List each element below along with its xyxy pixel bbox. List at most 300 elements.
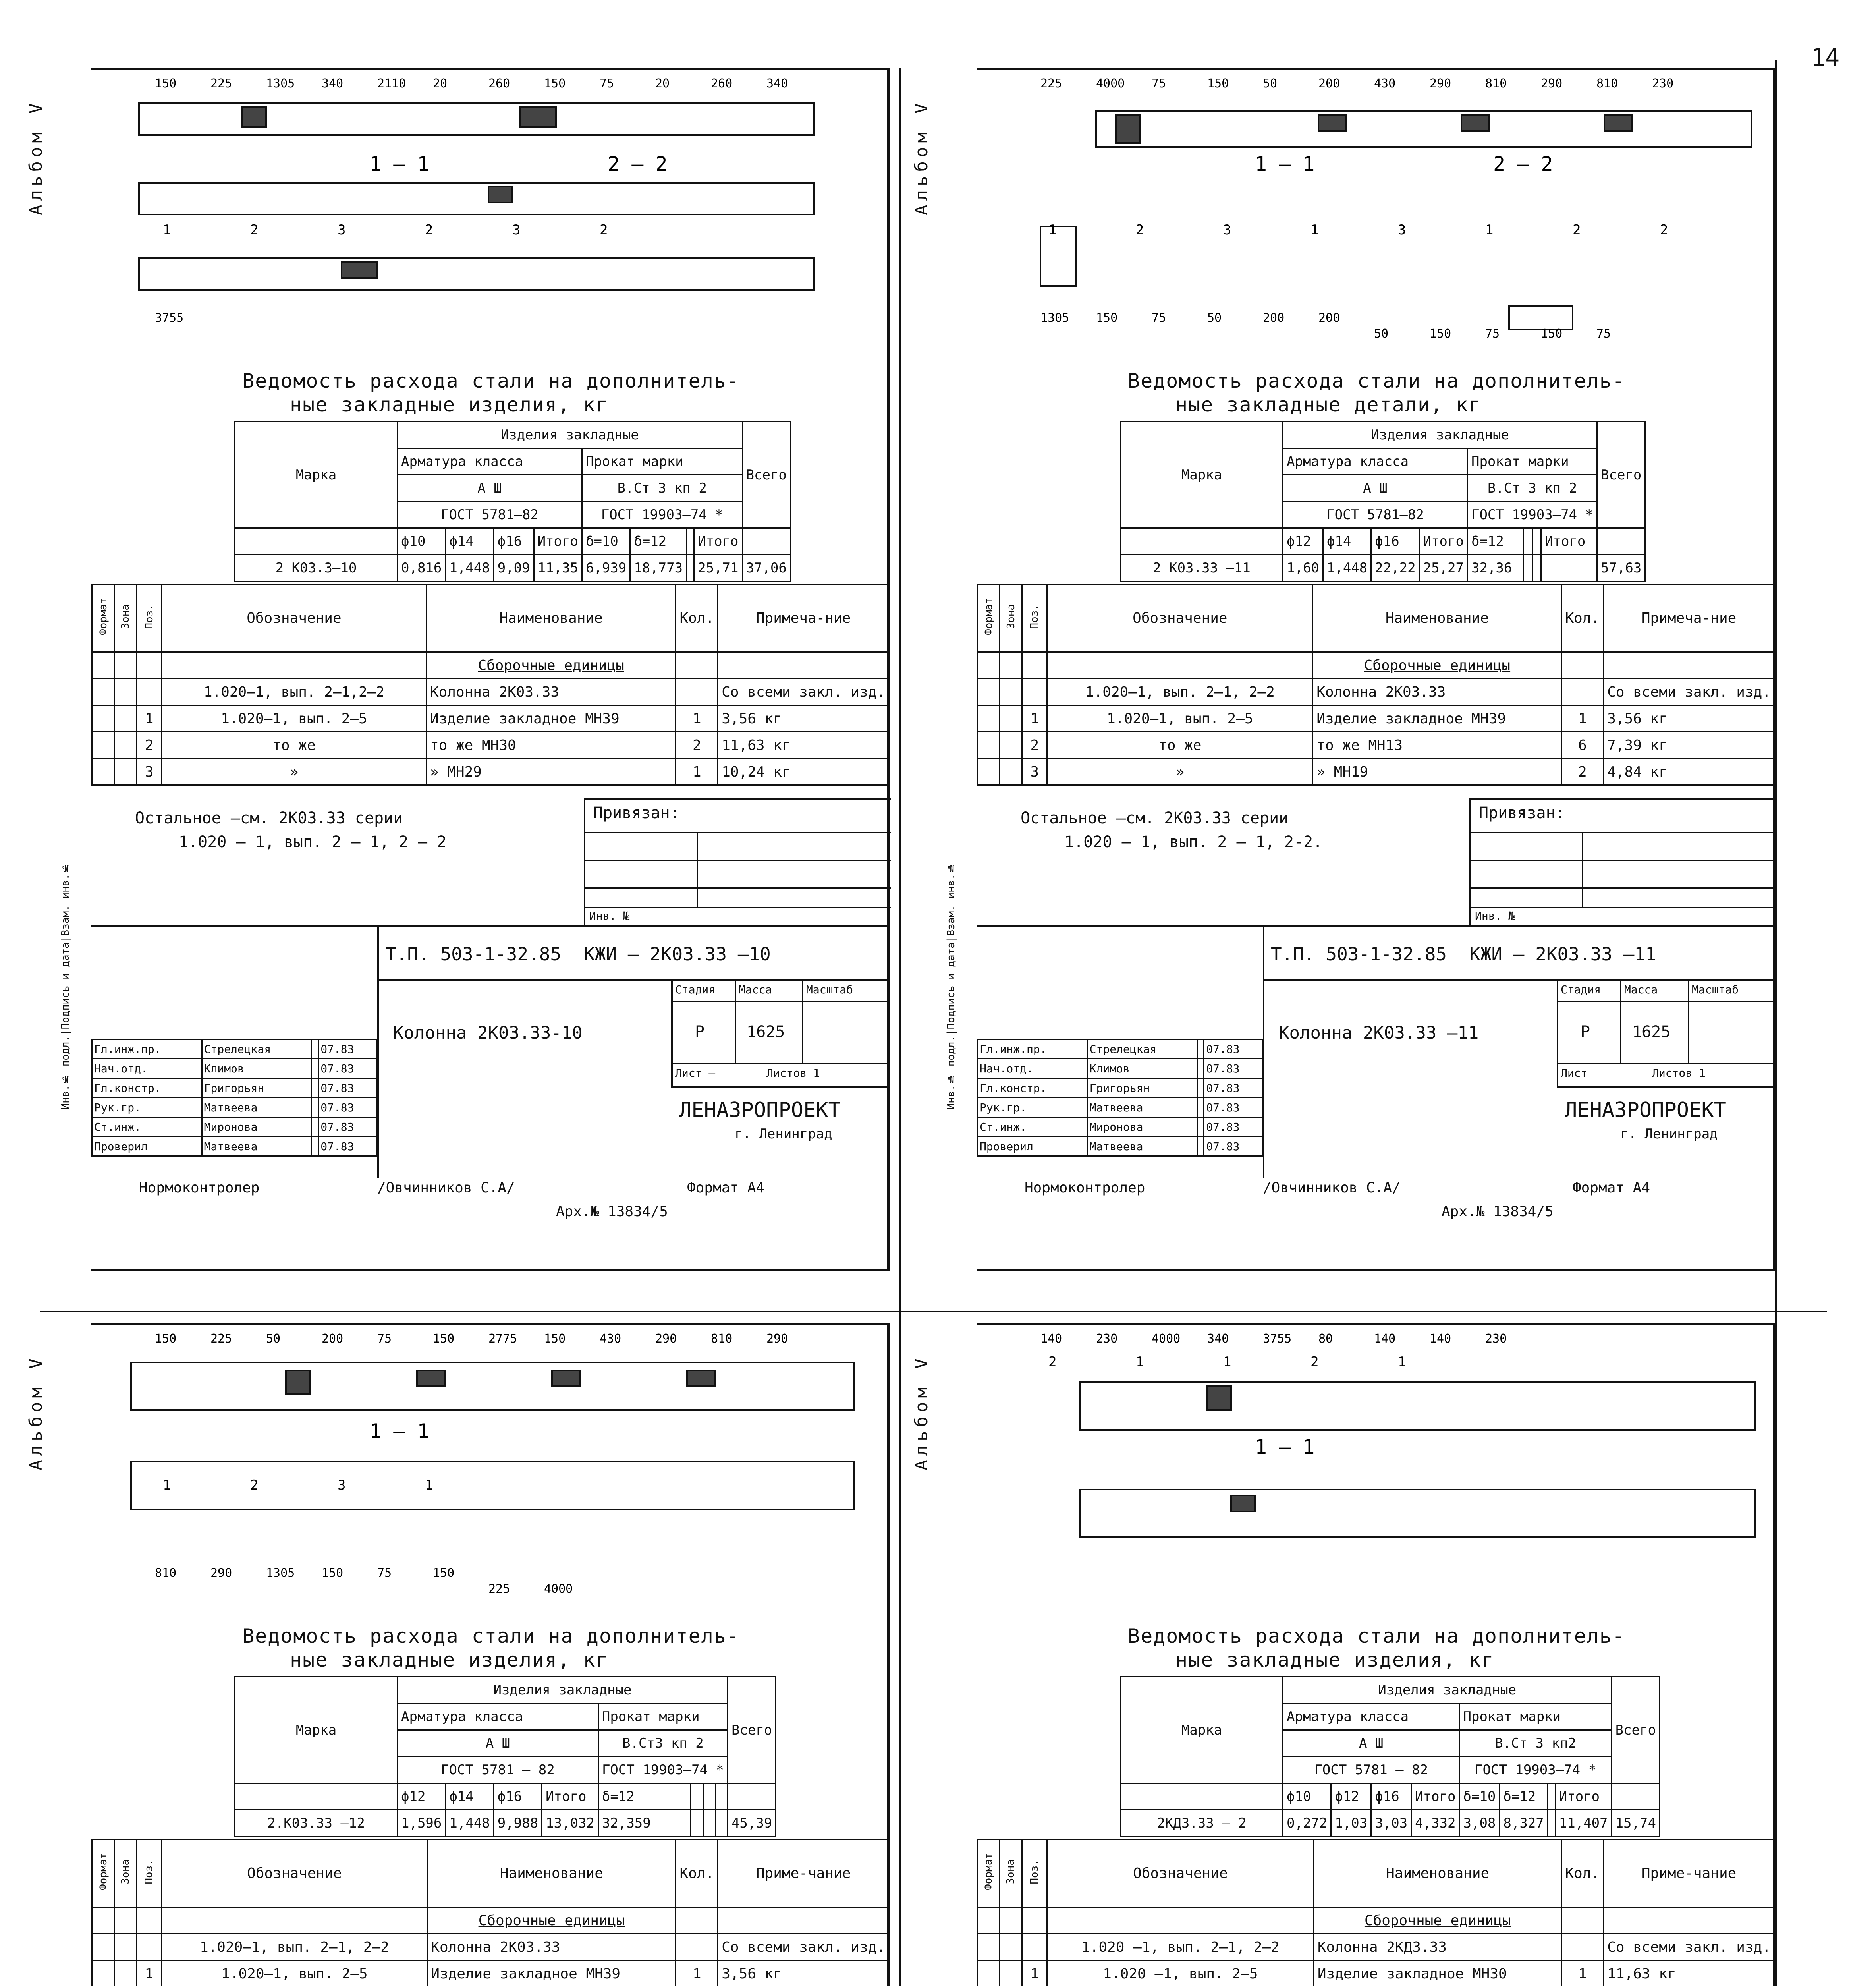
spec-head-format: Формат	[978, 1840, 1000, 1907]
spec-cell-note: Со всеми закл. изд.	[1604, 1934, 1775, 1961]
spec-cell-pos	[137, 679, 162, 705]
group-header: Изделия закладные	[398, 1677, 728, 1704]
signer-name: Григорьян	[1087, 1078, 1197, 1098]
col-head: Итого	[542, 1783, 598, 1810]
spec-cell-des: то же	[1047, 732, 1313, 759]
dimension-label: 150	[1430, 327, 1451, 341]
gost-armatura: ГОСТ 5781 – 82	[1283, 1757, 1460, 1783]
signer-name: Григорьян	[202, 1078, 312, 1098]
signer-date: 07.83	[1204, 1137, 1262, 1156]
col-head: δ=10	[1459, 1783, 1500, 1810]
spec-cell	[114, 759, 137, 785]
spec-cell-qty: 2	[676, 732, 718, 759]
spec-cell-note: Со всеми закл. изд.	[1604, 679, 1775, 705]
cell: 1,448	[446, 555, 494, 582]
steel-grade: В.Ст 3 кп 2	[582, 475, 742, 502]
spec-head-designation: Обозначение	[1047, 1840, 1314, 1907]
dimension-label: 150	[1541, 327, 1563, 341]
mass-value: 1625	[747, 1023, 785, 1041]
spec-row	[978, 759, 1775, 785]
col-head: ϕ10	[398, 528, 446, 555]
callout-number: 1	[425, 1477, 433, 1493]
inv-label: Инв. №	[589, 909, 630, 922]
embedded-plate	[687, 1370, 715, 1386]
steel-table-title-line1: Ведомость расхода стали на дополнитель-	[1128, 1625, 1625, 1648]
organization: ЛЕНАЗРОПРОЕКТ	[679, 1098, 841, 1122]
spec-cell-pos: 3	[1022, 759, 1047, 785]
rest-note-line1: Остальное –см. 2К03.33 серии	[1021, 809, 1289, 827]
spec-cell-name: то же МН13	[1313, 732, 1561, 759]
callout-number: 1	[1485, 222, 1494, 238]
col-head	[1532, 528, 1541, 555]
signature-row	[92, 1137, 377, 1156]
cell-total: 15,74	[1612, 1810, 1660, 1837]
prokat-header: Прокат марки	[582, 448, 742, 475]
signature-row	[92, 1117, 377, 1137]
spec-cell-name: » МН19	[1313, 759, 1561, 785]
spec-cell-des: 1.020–1, вып. 2–5	[1047, 705, 1313, 732]
dimension-label: 3755	[1263, 1332, 1292, 1346]
spec-cell-qty	[676, 1934, 718, 1961]
steel-data-row	[1121, 1810, 1660, 1837]
col-head	[715, 1783, 728, 1810]
signature-row	[978, 1137, 1262, 1156]
spec-cell	[92, 705, 114, 732]
spec-head-name: Наименование	[427, 1840, 676, 1907]
steel-grade: В.Ст 3 кп 2	[1467, 475, 1597, 502]
spec-cell-name: Колонна 2К03.33	[426, 679, 676, 705]
col-head: Итого	[534, 528, 582, 555]
signer-date: 07.83	[318, 1059, 377, 1078]
page-number: 14	[1811, 44, 1840, 71]
dimension-label: 50	[1207, 311, 1222, 325]
spec-cell	[978, 1961, 1000, 1986]
class-value: А Ш	[398, 475, 582, 502]
normocontrol-label: Нормоконтролер	[139, 1180, 260, 1196]
spec-cell-qty: 1	[676, 1961, 718, 1986]
signature	[312, 1098, 318, 1117]
section-label: 1 – 1	[369, 1420, 429, 1443]
dimension-label: 2775	[488, 1332, 517, 1346]
dimension-label: 150	[322, 1566, 344, 1580]
section-label: 1 – 1	[1255, 1435, 1315, 1459]
signature	[312, 1137, 318, 1156]
spec-cell-des: 1.020–1, вып. 2–1, 2–2	[1047, 679, 1313, 705]
signature-row	[978, 1059, 1262, 1078]
cell: 25,27	[1419, 555, 1467, 582]
format-label: Формат А4	[687, 1180, 765, 1196]
spec-cell-note: 10,24 кг	[718, 759, 889, 785]
spec-head-name: Наименование	[1314, 1840, 1561, 1907]
cell: 3,08	[1459, 1810, 1500, 1837]
cell	[715, 1810, 728, 1837]
privyazan-label: Привязан:	[1479, 804, 1565, 822]
spec-cell-note: 11,63 кг	[1604, 1961, 1775, 1986]
dimension-label: 140	[1430, 1332, 1451, 1346]
spec-cell-pos: 1	[1022, 1961, 1047, 1986]
dimension-label: 150	[433, 1332, 455, 1346]
frame-divider-vertical	[899, 68, 901, 1986]
element-name: Колонна 2К03.33-10	[393, 1023, 583, 1043]
massa-label: Масса	[739, 983, 772, 996]
spec-head-qty: Кол.	[676, 1840, 718, 1907]
callout-number: 2	[1660, 222, 1668, 238]
cell	[1548, 1810, 1555, 1837]
callout-number: 3	[1223, 222, 1231, 238]
archive-number: Арх.№ 13834/5	[1442, 1204, 1554, 1220]
armatura-header: Арматура класса	[1283, 448, 1468, 475]
spec-cell-des: 1.020–1, вып. 2–5	[162, 705, 426, 732]
spec-cell-name: Колонна 2КД3.33	[1314, 1934, 1561, 1961]
signer-date: 07.83	[1204, 1039, 1262, 1059]
marka-header: Марка	[235, 422, 398, 528]
col-head: Итого	[1555, 1783, 1612, 1810]
dimension-label: 50	[1263, 77, 1278, 91]
spec-cell-note: Со всеми закл. изд.	[718, 679, 889, 705]
spec-head-designation: Обозначение	[162, 1840, 427, 1907]
cell: 1,448	[446, 1810, 494, 1837]
signature-row	[92, 1098, 377, 1117]
frame-divider-horizontal	[40, 1311, 1827, 1312]
steel-table-title-line1: Ведомость расхода стали на дополнитель-	[1128, 369, 1625, 392]
project-code: Т.П. 503-1-32.85	[1271, 943, 1447, 965]
dimension-label: 4000	[1152, 1332, 1181, 1346]
spec-head-format: Формат	[978, 585, 1000, 652]
spec-row	[978, 1961, 1775, 1986]
steel-table-title-line2: ные закладные изделия, кг	[1175, 1648, 1494, 1671]
spec-cell-name: Изделие закладное МН39	[1313, 705, 1561, 732]
spec-cell	[1000, 759, 1022, 785]
stage-value: Р	[1581, 1023, 1590, 1041]
spec-head-note: Приме-чание	[718, 1840, 889, 1907]
dimension-label: 340	[766, 77, 788, 91]
col-head	[691, 1783, 703, 1810]
dimension-label: 20	[433, 77, 448, 91]
row-mark: 2 К03.33 –11	[1121, 555, 1283, 582]
signer-date: 07.83	[1204, 1078, 1262, 1098]
dimension-label: 260	[711, 77, 733, 91]
marka-header: Марка	[1121, 1677, 1283, 1783]
gost-armatura: ГОСТ 5781–82	[398, 502, 582, 528]
callout-number: 1	[1398, 1354, 1406, 1370]
spec-head-note: Примеча-ние	[718, 585, 889, 652]
callout-number: 2	[250, 222, 259, 238]
col-head: ϕ16	[494, 1783, 542, 1810]
dimension-label: 75	[1485, 327, 1500, 341]
dimension-label: 290	[1430, 77, 1451, 91]
col-head: ϕ14	[1323, 528, 1371, 555]
left-stamp-strip: Инв.№ подл.|Подпись и дата|Взам. инв.№	[945, 862, 957, 1110]
signer-role: Ст.инж.	[978, 1117, 1088, 1137]
stadia-label: Стадия	[675, 983, 716, 996]
section-1-1	[1040, 226, 1076, 286]
steel-data-row	[235, 555, 791, 582]
dimension-label: 3755	[155, 311, 184, 325]
vsego-header: Всего	[742, 422, 790, 528]
city: г. Ленинград	[1620, 1126, 1718, 1142]
spec-group-title: Сборочные единицы	[426, 652, 676, 679]
cell: 1,60	[1283, 555, 1323, 582]
signer-role: Гл.инж.пр.	[978, 1039, 1088, 1059]
left-stamp-strip: Инв.№ подл.|Подпись и дата|Взам. инв.№	[60, 862, 71, 1110]
dimension-label: 4000	[544, 1582, 573, 1596]
col-head: ϕ10	[1283, 1783, 1331, 1810]
steel-consumption-table	[234, 421, 791, 582]
vsego-header: Всего	[1612, 1677, 1660, 1783]
spec-cell	[1000, 1934, 1022, 1961]
group-header: Изделия закладные	[1283, 1677, 1612, 1704]
spec-row	[978, 679, 1775, 705]
organization: ЛЕНАЗРОПРОЕКТ	[1565, 1098, 1726, 1122]
spec-cell-pos: 1	[137, 1961, 162, 1986]
rest-note-line2: 1.020 – 1, вып. 2 – 1, 2 – 2	[179, 833, 447, 851]
dimension-label: 4000	[1096, 77, 1125, 91]
dimension-label: 430	[1374, 77, 1396, 91]
steel-table-title-line2: ные закладные изделия, кг	[290, 1648, 609, 1671]
spec-row	[92, 1961, 889, 1986]
callout-number: 1	[163, 222, 171, 238]
signer-role: Нач.отд.	[978, 1059, 1088, 1078]
signer-date: 07.83	[1204, 1059, 1262, 1078]
dimension-label: 340	[322, 77, 344, 91]
spec-row	[92, 705, 889, 732]
column-elevation	[131, 1362, 854, 1410]
spec-group-title: Сборочные единицы	[1313, 652, 1561, 679]
signer-date: 07.83	[1204, 1117, 1262, 1137]
spec-cell	[114, 705, 137, 732]
cell: 9,988	[494, 1810, 542, 1837]
column-elevation	[1080, 1382, 1755, 1430]
spec-group-title: Сборочные единицы	[427, 1907, 676, 1934]
diameter-heads-row	[1121, 528, 1645, 555]
spec-row	[978, 705, 1775, 732]
gost-prokat: ГОСТ 19903–74 *	[582, 502, 742, 528]
signature-row	[978, 1039, 1262, 1059]
spec-cell-qty: 1	[1561, 1961, 1604, 1986]
steel-grade: В.Ст3 кп 2	[598, 1730, 728, 1757]
col-head: δ=12	[1500, 1783, 1548, 1810]
spec-cell-pos	[1022, 1934, 1047, 1961]
dimension-label: 810	[711, 1332, 733, 1346]
signature	[1197, 1098, 1204, 1117]
cell: 8,327	[1500, 1810, 1548, 1837]
callout-number: 2	[1310, 1354, 1319, 1370]
signer-role: Гл.инж.пр.	[92, 1039, 202, 1059]
class-value: А Ш	[398, 1730, 598, 1757]
spec-cell-name: Колонна 2К03.33	[1313, 679, 1561, 705]
cell: 18,773	[630, 555, 687, 582]
callout-number: 2	[1136, 222, 1144, 238]
callout-number: 1	[1223, 1354, 1231, 1370]
dimension-label: 200	[1318, 77, 1340, 91]
diameter-heads-row	[235, 1783, 776, 1810]
spec-head-qty: Кол.	[1561, 1840, 1604, 1907]
vsego-header: Всего	[728, 1677, 776, 1783]
stage-value: Р	[695, 1023, 705, 1041]
dimension-label: 1305	[266, 1566, 295, 1580]
gost-prokat: ГОСТ 19903–74 *	[1467, 502, 1597, 528]
masshtab-label: Масштаб	[806, 983, 853, 996]
specification-table	[977, 1839, 1775, 1986]
dimension-label: 140	[1374, 1332, 1396, 1346]
column-section	[139, 183, 814, 214]
callout-number: 2	[250, 1477, 259, 1493]
steel-table-title-line2: ные закладные изделия, кг	[290, 393, 609, 416]
dimension-label: 140	[1040, 1332, 1062, 1346]
spec-cell-des: 1.020 –1, вып. 2–5	[1047, 1961, 1314, 1986]
steel-data-row	[1121, 555, 1645, 582]
callout-number: 3	[338, 222, 346, 238]
prokat-header: Прокат марки	[1467, 448, 1597, 475]
spec-head-qty: Кол.	[1561, 585, 1604, 652]
privyazan-block	[584, 798, 891, 927]
dimension-label: 50	[1374, 327, 1389, 341]
callout-number: 3	[338, 1477, 346, 1493]
spec-head-name: Наименование	[426, 585, 676, 652]
city: г. Ленинград	[735, 1126, 832, 1142]
cell	[1532, 555, 1541, 582]
dimension-label: 150	[544, 1332, 566, 1346]
privyazan-block	[1469, 798, 1777, 927]
col-head: ϕ16	[1371, 528, 1419, 555]
specification-table	[977, 584, 1775, 786]
element-name: Колонна 2К03.33 –11	[1279, 1023, 1479, 1043]
spec-cell-des: »	[162, 759, 426, 785]
spec-cell-des: 1.020–1, вып. 2–1,2–2	[162, 679, 426, 705]
spec-cell	[114, 1934, 137, 1961]
cell	[687, 555, 694, 582]
spec-cell-qty	[676, 679, 718, 705]
spec-head-pos: Поз.	[137, 585, 162, 652]
drawing-sheet	[26, 68, 890, 1271]
armatura-header: Арматура класса	[398, 448, 582, 475]
steel-data-row	[235, 1810, 776, 1837]
cell: 1,448	[1323, 555, 1371, 582]
listov-label: Листов 1	[1652, 1066, 1706, 1080]
spec-cell-des: »	[1047, 759, 1313, 785]
signer-role: Проверил	[978, 1137, 1088, 1156]
dimension-label: 200	[1263, 311, 1285, 325]
column-plan	[139, 258, 814, 290]
dimension-label: 200	[322, 1332, 344, 1346]
title-block	[91, 925, 890, 1178]
col-head	[1523, 528, 1532, 555]
spec-head-format: Формат	[92, 585, 114, 652]
rest-note-line1: Остальное –см. 2К03.33 серии	[135, 809, 403, 827]
embedded-plate	[286, 1370, 310, 1394]
drawing-mark: КЖИ – 2К03.33 –11	[1469, 943, 1656, 965]
dimension-label: 75	[600, 77, 614, 91]
cell: 0,816	[398, 555, 446, 582]
spec-row	[978, 1934, 1775, 1961]
dimension-label: 810	[1596, 77, 1618, 91]
archive-number: Арх.№ 13834/5	[556, 1204, 668, 1220]
signature	[1197, 1039, 1204, 1059]
spec-row	[92, 679, 889, 705]
diameter-heads-row	[1121, 1783, 1660, 1810]
signer-name: Климов	[1087, 1059, 1197, 1078]
steel-consumption-table	[1120, 421, 1646, 582]
signature-row	[92, 1059, 377, 1078]
spec-cell	[92, 679, 114, 705]
spec-cell-des: 1.020 –1, вып. 2–1, 2–2	[1047, 1934, 1314, 1961]
callout-number: 3	[1398, 222, 1406, 238]
spec-row	[92, 1934, 889, 1961]
spec-cell-name: то же МН30	[426, 732, 676, 759]
embedded-plate	[1604, 115, 1632, 131]
dimension-label: 290	[1541, 77, 1563, 91]
callout-number: 1	[1136, 1354, 1144, 1370]
normocontrol-name: /Овчинников С.А/	[377, 1180, 515, 1196]
spec-cell-pos: 1	[1022, 705, 1047, 732]
signature	[312, 1117, 318, 1137]
cell-total: 37,06	[742, 555, 790, 582]
cell	[691, 1810, 703, 1837]
spec-row	[92, 759, 889, 785]
spec-cell-qty	[1561, 679, 1604, 705]
col-head: ϕ14	[446, 528, 494, 555]
dimension-label: 260	[488, 77, 510, 91]
spec-cell	[978, 759, 1000, 785]
masshtab-label: Масштаб	[1692, 983, 1739, 996]
signer-role: Проверил	[92, 1137, 202, 1156]
embedded-plate	[342, 262, 377, 278]
cell-total: 45,39	[728, 1810, 776, 1837]
rest-note-line2: 1.020 – 1, вып. 2 – 1, 2-2.	[1064, 833, 1323, 851]
col-head	[703, 1783, 715, 1810]
album-label: Альбом V	[26, 99, 46, 215]
row-mark: 2.К03.33 –12	[235, 1810, 398, 1837]
col-head: ϕ12	[1331, 1783, 1371, 1810]
signer-name: Стрелецкая	[1087, 1039, 1197, 1059]
signature	[1197, 1059, 1204, 1078]
armatura-header: Арматура класса	[398, 1704, 598, 1730]
steel-grade: В.Ст 3 кп2	[1459, 1730, 1612, 1757]
spec-cell-note: 3,56 кг	[718, 705, 889, 732]
signer-role: Гл.констр.	[978, 1078, 1088, 1098]
embedded-plate	[1116, 115, 1140, 143]
signature-table	[977, 1039, 1263, 1157]
spec-cell-des: 1.020–1, вып. 2–1, 2–2	[162, 1934, 427, 1961]
cell: 4,332	[1411, 1810, 1459, 1837]
steel-consumption-table	[234, 1676, 776, 1837]
cell: 13,032	[542, 1810, 598, 1837]
spec-cell-name: » МН29	[426, 759, 676, 785]
marka-header: Марка	[235, 1677, 398, 1783]
dimension-label: 75	[377, 1566, 392, 1580]
list-label: Лист	[1561, 1066, 1588, 1080]
spec-cell	[92, 759, 114, 785]
drawing-sheet	[911, 68, 1775, 1271]
callout-number: 2	[1573, 222, 1581, 238]
signer-date: 07.83	[318, 1137, 377, 1156]
dimension-label: 150	[1096, 311, 1118, 325]
column-section	[1080, 1490, 1755, 1537]
list-label: Лист –	[675, 1066, 716, 1080]
spec-cell	[1000, 1961, 1022, 1986]
dimension-label: 150	[1207, 77, 1229, 91]
signer-name: Матвеева	[1087, 1137, 1197, 1156]
spec-cell-note: 3,56 кг	[718, 1961, 889, 1986]
spec-head-zone: Зона	[1000, 1840, 1022, 1907]
normocontrol-name: /Овчинников С.А/	[1263, 1180, 1401, 1196]
drawing-sheet	[911, 1323, 1775, 1986]
spec-cell-name: Колонна 2К03.33	[427, 1934, 676, 1961]
diameter-heads-row	[235, 528, 791, 555]
spec-cell-note: 11,63 кг	[718, 732, 889, 759]
dimension-label: 75	[1596, 327, 1611, 341]
cell	[1541, 555, 1597, 582]
